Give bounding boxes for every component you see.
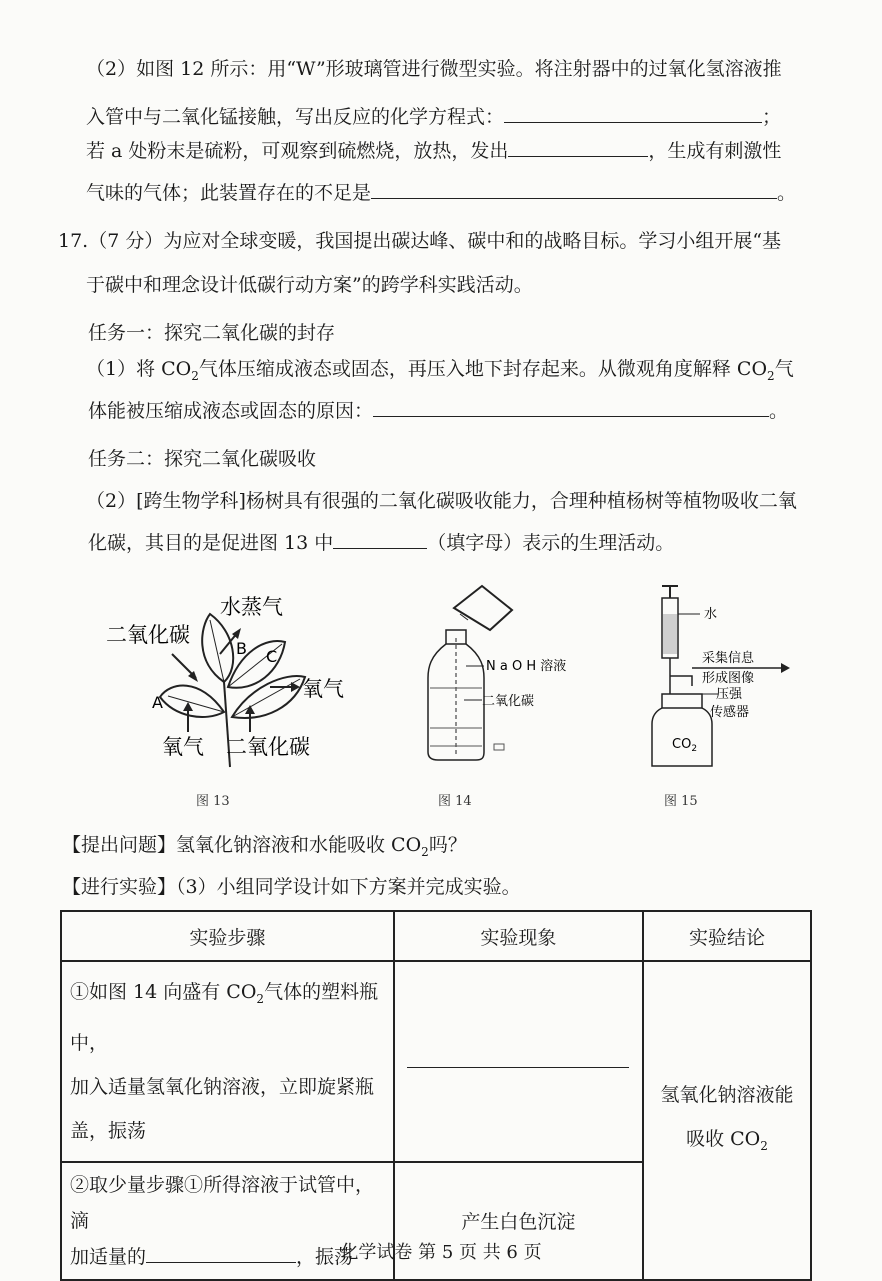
q17-2-line1: （2）[跨生物学科]杨树具有很强的二氧化碳吸收能力，合理种植杨树等植物吸收二氧 [86,490,797,512]
conclusion-cell: 氢氧化钠溶液能 吸收 $CO_2$ [643,961,811,1280]
label-form-image: 形成图像 [702,671,755,686]
task1-heading: 任务一：探究二氧化碳的封存 [88,322,336,344]
task2-heading: 任务二：探究二氧化碳吸收 [88,448,317,470]
label-co2-bottle: 二氧化碳 [482,694,535,709]
label-o2-bottom: 氧气 [162,735,204,759]
q17-line2: 于碳中和理念设计低碳行动方案”的跨学科实践活动。 [86,274,533,296]
label-b: B [236,639,247,658]
label-water-vapor: 水蒸气 [220,595,283,619]
answer-blank-deficiency[interactable] [371,180,777,199]
row2-step: ②取少量步骤①所得溶液于试管中，滴 加适量的 ，振荡 [61,1162,394,1280]
answer-blank-equation[interactable] [504,104,762,123]
q16-2-line4: 气味的气体；此装置存在的不足是 。 [86,182,797,204]
label-collect-info: 采集信息 [702,651,755,666]
figure-15-pressure-sensor-diagram [640,584,810,774]
q17-line1: 17.（7 分）为应对全球变暖，我国提出碳达峰、碳中和的战略目标。学习小组开展“基 [58,230,782,252]
answer-blank-micro-reason[interactable] [373,398,769,417]
figure-13-plant-diagram [100,592,360,772]
answer-blank-letter[interactable] [333,530,427,549]
label-c: C [266,647,278,666]
table-header-row [61,911,811,961]
row2-phenomenon: 产生白色沉淀 [394,1162,643,1280]
row1-phenomenon [394,961,643,1162]
label-a: A [152,693,163,712]
figure-14-bottle-diagram [420,578,590,768]
q16-2-line3: 若 a 处粉末是硫粉，可观察到硫燃烧，放热，发出 ，生成有刺激性 [86,140,782,162]
label-water: 水 [704,607,718,622]
label-sensor: 传感器 [710,705,750,720]
header-steps: 实验步骤 [61,911,394,961]
label-co2-container: $CO_2$ [672,737,698,754]
question-line: 【提出问题】氢氧化钠溶液和水能吸收 $CO_2$吗？ [62,834,467,859]
figure-13-caption: 图 13 [196,794,230,809]
table-row [61,961,811,1162]
figure-15-caption: 图 15 [664,794,698,809]
q17-1-line2: 体能被压缩成液态或固态的原因： 。 [88,400,789,422]
q17-1-line1: （1）将 $CO_2$气体压缩成液态或固态，再压入地下封存起来。从微观角度解释 $CO_2$气 [86,358,794,383]
label-naoh: N a O H 溶液 [486,659,567,674]
q16-2-line2: 入管中与二氧化锰接触，写出反应的化学方程式： ； [86,106,782,128]
experiment-line: 【进行实验】（3）小组同学设计如下方案并完成实验。 [62,876,521,898]
header-phenomenon: 实验现象 [394,911,643,961]
page-footer: 化学试卷 第 5 页 共 6 页 [340,1242,542,1263]
q17-2-line2: 化碳，其目的是促进图 13 中 （填字母）表示的生理活动。 [88,532,675,554]
header-conclusion: 实验结论 [643,911,811,961]
label-co2-top: 二氧化碳 [106,623,190,647]
figure-14-caption: 图 14 [438,794,472,809]
label-pressure: 压强 [716,687,743,702]
label-o2-right: 氧气 [302,677,344,701]
answer-blank-flame[interactable] [508,138,648,157]
q16-2-line1: （2）如图 12 所示：用“W”形玻璃管进行微型实验。将注射器中的过氧化氢溶液推 [86,58,782,80]
experiment-table [60,910,812,1281]
label-co2-bottom: 二氧化碳 [226,735,310,759]
row1-step: ①如图 14 向盛有 $CO_2$气体的塑料瓶中， 加入适量氢氧化钠溶液，立即旋紧瓶 盖，振荡 [61,961,394,1162]
answer-blank-phenomenon[interactable] [407,1049,629,1068]
